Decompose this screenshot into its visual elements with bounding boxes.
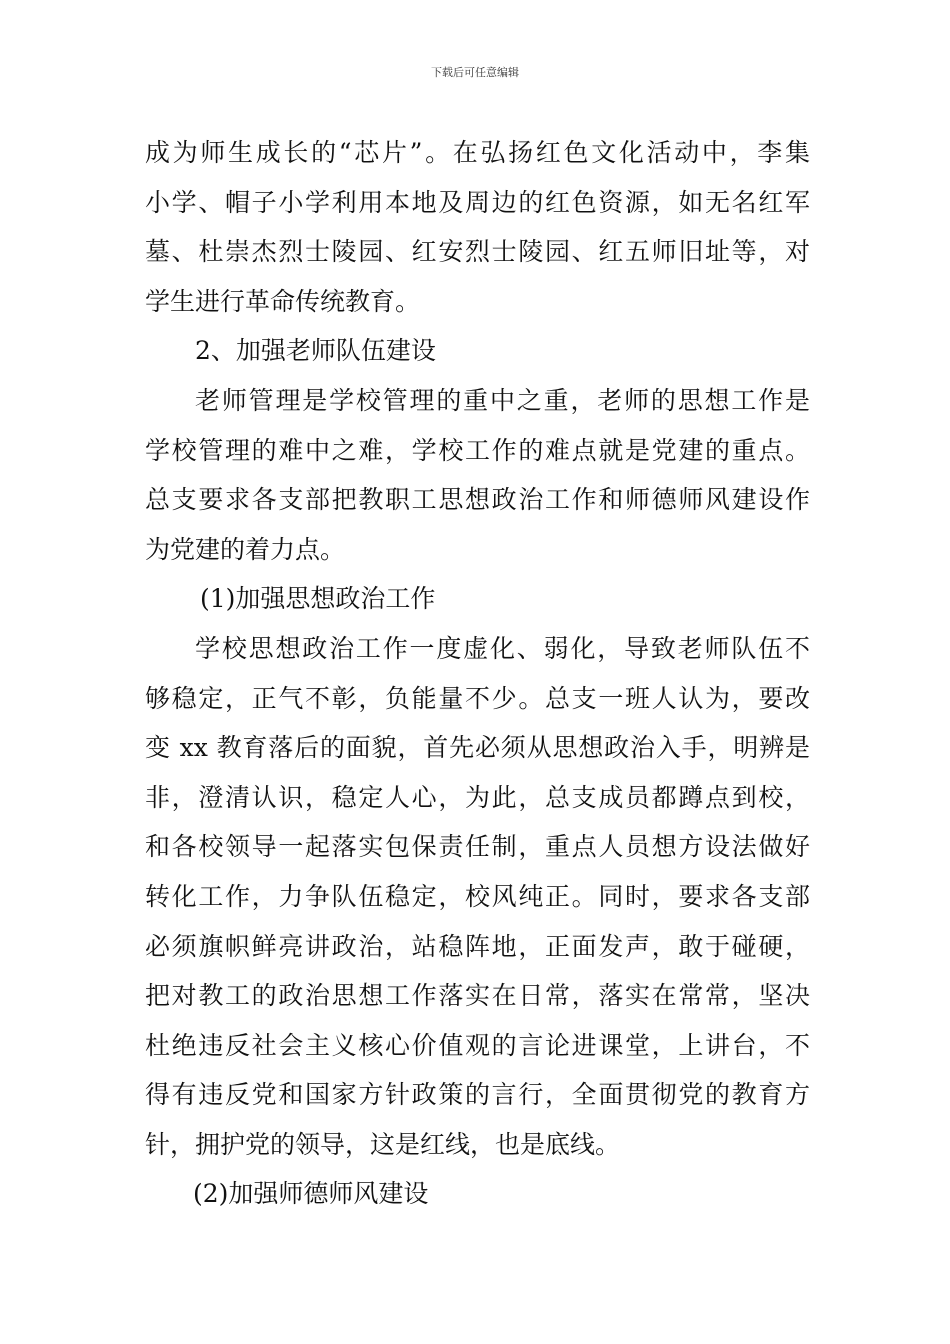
page-header: 下载后可任意编辑	[431, 66, 519, 79]
body-line: 为党建的着力点。	[145, 534, 346, 564]
document-body	[145, 128, 810, 1219]
body-line: 够稳定，正气不彰，负能量不少。总支一班人认为，要改	[145, 683, 810, 713]
body-line: 学校管理的难中之难，学校工作的难点就是党建的重点。	[145, 435, 810, 465]
body-line: 总支要求各支部把教职工思想政治工作和师德师风建设作	[145, 485, 810, 515]
body-line: 小学、帽子小学利用本地及周边的红色资源，如无名红军	[145, 187, 810, 217]
body-line: 把对教工的政治思想工作落实在日常，落实在常常，坚决	[145, 981, 810, 1011]
paragraph-first-line: 学校思想政治工作一度虚化、弱化，导致老师队伍不	[195, 633, 810, 663]
body-line: 非，澄清认识，稳定人心，为此，总支成员都蹲点到校，	[145, 782, 810, 812]
body-line: 得有违反党和国家方针政策的言行，全面贯彻党的教育方	[145, 1080, 810, 1110]
body-line: 学生进行革命传统教育。	[145, 286, 421, 316]
body-line: 成为师生成长的“芯片”。在弘扬红色文化活动中，李集	[145, 138, 810, 167]
body-line: 墓、杜崇杰烈士陵园、红安烈士陵园、红五师旧址等，对	[145, 237, 810, 267]
section-heading: 2、加强老师队伍建设	[195, 336, 436, 366]
body-line: 转化工作，力争队伍稳定，校风纯正。同时，要求各支部	[145, 881, 810, 911]
subsection-heading: (2)加强师德师风建设	[193, 1179, 429, 1209]
paragraph-first-line: 老师管理是学校管理的重中之重，老师的思想工作是	[195, 385, 810, 415]
body-line: 必须旗帜鲜亮讲政治，站稳阵地，正面发声，敢于碰硬，	[145, 931, 810, 961]
body-line: 针，拥护党的领导，这是红线，也是底线。	[145, 1129, 621, 1159]
body-line: 变 xx 教育落后的面貌，首先必须从思想政治入手，明辨是	[145, 733, 810, 763]
body-line: 杜绝违反社会主义核心价值观的言论进课堂，上讲台，不	[145, 1030, 810, 1060]
body-line: 和各校领导一起落实包保责任制，重点人员想方设法做好	[145, 832, 810, 862]
subsection-heading: (1)加强思想政治工作	[200, 584, 436, 614]
